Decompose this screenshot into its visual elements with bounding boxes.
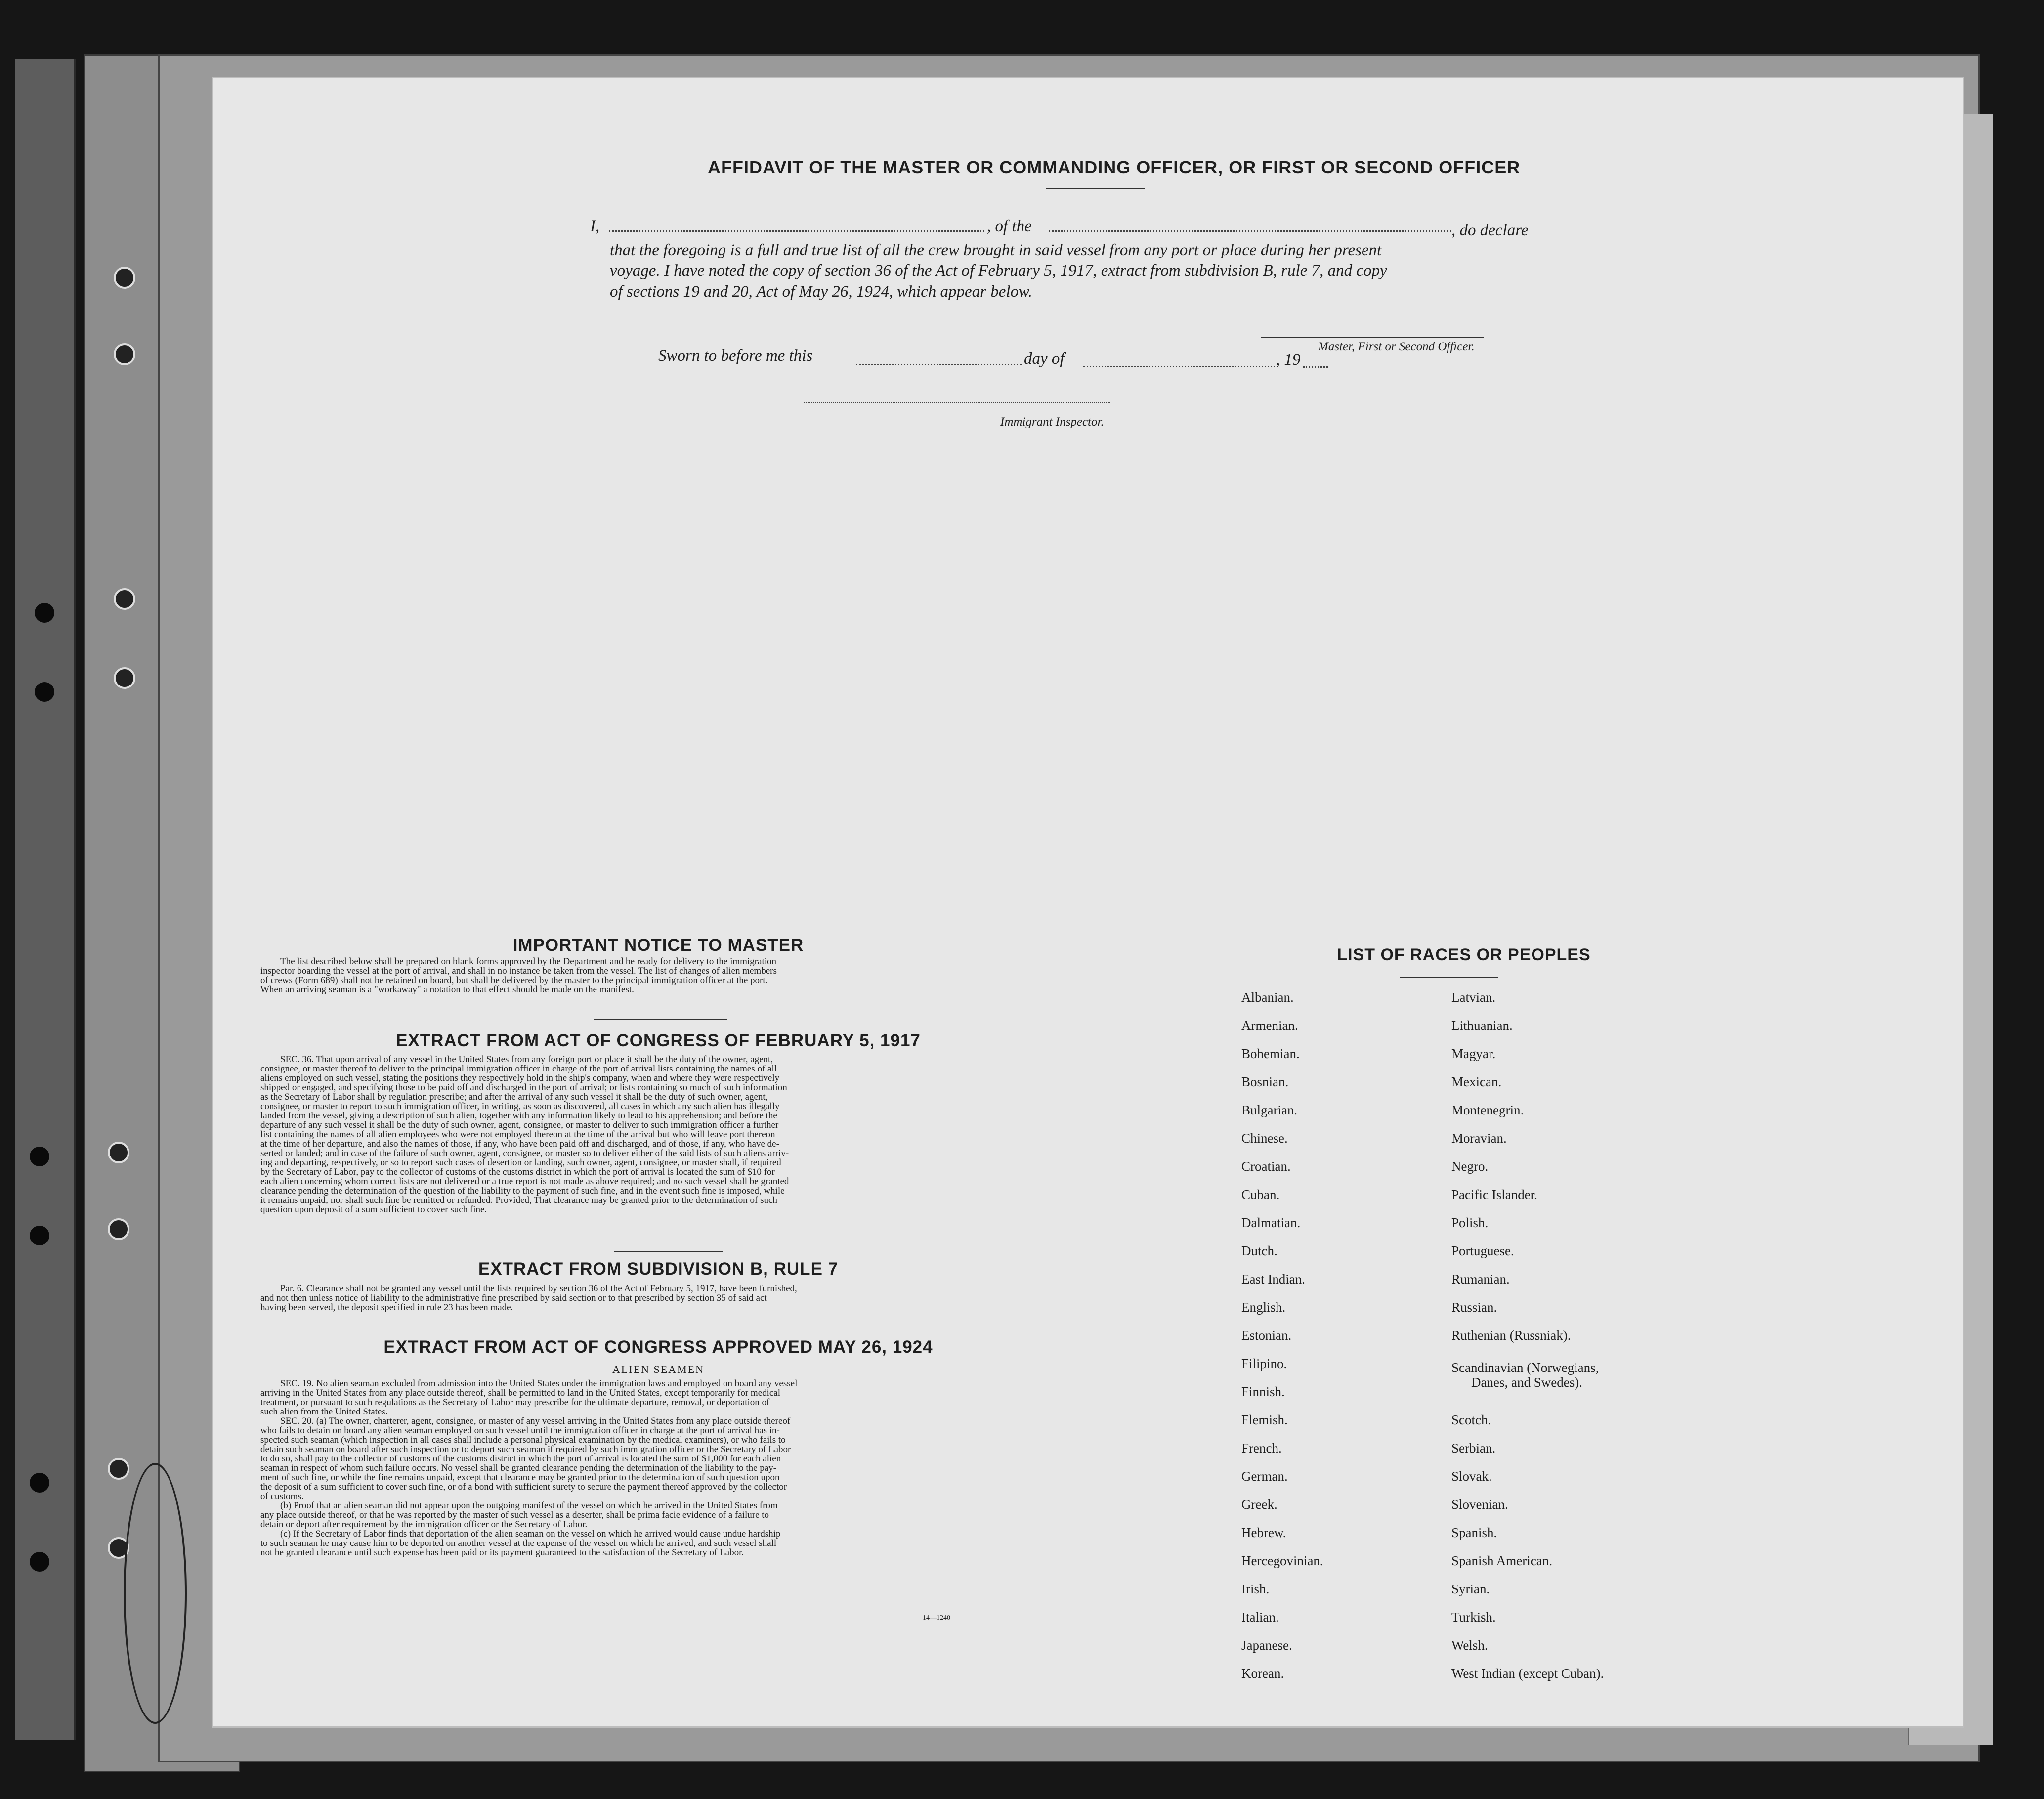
divider [1046,188,1145,189]
race-item: East Indian. [1241,1272,1305,1286]
race-item: Hebrew. [1241,1525,1286,1540]
sworn-prefix: Sworn to before me this [658,347,813,365]
race-item: Chinese. [1241,1131,1288,1146]
law-text-line: serted or landed; and in case of the failure of such owner, agent, consignee, or master so to deliver either of the said lists of such aliens arriv- [260,1148,789,1158]
race-item: Portuguese. [1451,1243,1514,1258]
law-text-line: spected such seaman (which inspection in all cases shall include a personal physical examination by the medical examiners), or who fails to [260,1435,786,1445]
race-item: Irish. [1241,1582,1270,1596]
notice-line: The list described below shall be prepared on blank forms approved by the Department and be ready for delivery to the immigration [280,956,777,967]
punch-hole [114,667,135,689]
form-number: 14—1240 [923,1614,950,1622]
punch-hole [114,343,135,365]
alien-seamen-subtitle: ALIEN SEAMEN [612,1363,704,1375]
law-text-line: each alien concerning whom correct lists are not delivered or a true report is not made as above required; and no such vessel shall be granted [260,1176,789,1187]
law-text-line: question upon deposit of a sum sufficient to cover such fine. [260,1204,487,1215]
law-text-line: arriving in the United States from any place outside thereof, shall be permitted to land in the United States, except temporarily for medical [260,1388,781,1398]
law-text-line: at the time of her departure, and also the names of those, if any, who have been paid off and discharged, and of those, if any, who have de- [260,1139,779,1149]
race-item: Filipino. [1241,1356,1287,1371]
law-text-line: not be granted clearance until such expense has been paid or its payment guaranteed to the satisfaction of the Secretary of Labor. [260,1547,744,1558]
notice-body [260,957,1086,994]
law-text-line: ment of such fine, or while the fine remains unpaid, except that clearance may be granted prior to the determination of such question upon [260,1472,780,1483]
race-item: Korean. [1241,1666,1284,1681]
law-text-line: (c) If the Secretary of Labor finds that deportation of the alien seaman on the vessel on which he arrived would cause undue hardship [280,1529,781,1539]
sworn-day-of: day of [1024,350,1065,368]
punch-hole [30,1473,49,1493]
race-item: Spanish American. [1451,1553,1552,1568]
race-item: Scandinavian (Norwegians, [1451,1360,1599,1375]
law-text-line: SEC. 36. That upon arrival of any vessel in the United States from any foreign port or place it shall be the duty of the owner, agent, [280,1054,773,1065]
race-item: Bohemian. [1241,1046,1300,1061]
affidavit-declare: , do declare [1451,221,1529,239]
punch-hole [114,267,135,289]
law-text-line: detain such seaman on board after such inspection or to deport such seaman if required by such immigration officer or the Secretary of Labor [260,1444,791,1455]
law-text-line: who fails to detain on board any alien seaman employed on such vessel until the immigration officer in charge at the port of arrival has in- [260,1425,780,1436]
race-item: Albanian. [1241,990,1294,1005]
law-text-line: (b) Proof that an alien seaman did not appear upon the outgoing manifest of the vessel on which he arrived in the United States from [280,1500,778,1511]
affidavit-text-1: that the foregoing is a full and true list of all the crew brought in said vessel from any port or place during her present [610,241,1382,259]
affidavit-i: I, [590,217,600,235]
punch-hole [35,603,54,623]
race-item: Serbian. [1451,1441,1496,1456]
punch-hole [30,1226,49,1245]
race-item: Syrian. [1451,1582,1490,1596]
month-blank [1083,366,1278,367]
race-item: Spanish. [1451,1525,1497,1540]
race-item: Greek. [1241,1497,1278,1512]
race-item: Montenegrin. [1451,1103,1524,1117]
extract-1917-title: EXTRACT FROM ACT OF CONGRESS OF FEBRUARY 5, 1917 [396,1031,921,1050]
race-item: West Indian (except Cuban). [1451,1666,1604,1681]
notice-line: of crews (Form 689) shall not be retained on board, but shall be delivered by the master to the principal immigration officer at the port. [260,975,768,985]
law-text-line: detain or deport after requirement by the immigration officer or the Secretary of Labor. [260,1519,588,1530]
race-item: Slovak. [1451,1469,1492,1484]
punch-hole [108,1218,129,1240]
race-item: Negro. [1451,1159,1489,1174]
inspector-signature-line [804,402,1110,403]
binding-string [124,1463,187,1724]
affidavit-text-2: voyage. I have noted the copy of section 36 of the Act of February 5, 1917, extract from subdivision B, rule 7, and copy [610,262,1387,280]
sworn-year: , 19 [1276,351,1301,369]
race-item: Latvian. [1451,990,1496,1005]
law-text-line: to do so, shall pay to the collector of customs of the customs district in which the port of arrival is located the sum of $1,000 for each alien [260,1454,781,1464]
race-item: Estonian. [1241,1328,1292,1343]
law-text-line: as the Secretary of Labor shall by regulation prescribe; and after the arrival of any such vessel it shall be the duty of such owner, agent, [260,1092,768,1102]
race-item: Magyar. [1451,1046,1496,1061]
law-text-line: such alien from the United States. [260,1407,388,1417]
races-right-column [1451,990,1604,1694]
notice-line: When an arriving seaman is a "workaway" a notation to that effect should be made on the manifest. [260,985,634,995]
race-item: French. [1241,1441,1282,1456]
race-item: Scotch. [1451,1413,1491,1427]
law-text-line: shipped or engaged, and specifying those to be paid off and discharged in the port of arrival; or lists containing so much of such information [260,1082,787,1093]
race-item: Danes, and Swedes). [1471,1375,1582,1390]
race-item: Armenian. [1241,1018,1298,1033]
law-text-line: SEC. 19. No alien seaman excluded from admission into the United States under the immigration laws and employed on board any vessel [280,1378,798,1389]
race-item: Russian. [1451,1300,1497,1315]
race-item: Japanese. [1241,1638,1292,1653]
race-item: Bosnian. [1241,1074,1289,1089]
extract-1924-title: EXTRACT FROM ACT OF CONGRESS APPROVED MAY 26, 1924 [383,1337,933,1357]
race-item: Flemish. [1241,1413,1288,1427]
law-text-line: by the Secretary of Labor, pay to the collector of customs of the customs district in which the port of arrival is located the sum of $10 for [260,1167,775,1177]
divider [614,1251,723,1252]
extract-rule7-body [260,1284,1086,1312]
law-text-line: SEC. 20. (a) The owner, charterer, agent, consignee, or master of any vessel arriving in the United States from any place outside thereof [280,1416,791,1426]
master-signature-label: Master, First or Second Officer. [1318,340,1475,353]
law-text-line: and not then unless notice of liability to the administrative fine prescribed by said section or to that prescribed by section 35 of said act [260,1293,767,1303]
law-text-line: having been served, the deposit specified in rule 23 has been made. [260,1302,513,1313]
race-item: Croatian. [1241,1159,1291,1174]
race-item: Mexican. [1451,1074,1502,1089]
punch-hole [108,1458,129,1480]
law-text-line: landed from the vessel, giving a description of such alien, together with any information likely to lead to his apprehension; and before the [260,1111,777,1121]
race-item: Welsh. [1451,1638,1488,1653]
race-item: Cuban. [1241,1187,1280,1202]
law-text-line: the deposit of a sum sufficient to cover such fine, or of a bond with sufficient surety to secure the payment thereof approved by the collector [260,1482,787,1492]
race-item: Bulgarian. [1241,1103,1298,1117]
law-text-line: ing and departing, respectively, or so to report such cases of desertion or landing, such owner, agent, consignee, or master shall, if required [260,1157,781,1168]
race-item: Hercegovinian. [1241,1553,1323,1568]
race-item: English. [1241,1300,1286,1315]
punch-hole [108,1142,129,1163]
race-item: Turkish. [1451,1610,1496,1625]
affidavit-title: AFFIDAVIT OF THE MASTER OR COMMANDING OFFICER, OR FIRST OR SECOND OFFICER [708,157,1521,177]
punch-hole [114,588,135,610]
day-blank [856,364,1022,365]
race-item: Dutch. [1241,1243,1278,1258]
law-text-line: aliens employed on such vessel, stating the positions they respectively hold in the ship's company, when and where they were respectively [260,1073,780,1083]
race-item: Polish. [1451,1215,1489,1230]
race-item: Lithuanian. [1451,1018,1513,1033]
extract-1924-body [260,1379,1086,1557]
punch-hole [30,1552,49,1572]
race-item: Slovenian. [1451,1497,1508,1512]
notice-title: IMPORTANT NOTICE TO MASTER [512,936,804,955]
divider [1400,977,1498,978]
extract-1917-body [260,1055,1086,1214]
race-item: Pacific Islander. [1451,1187,1537,1202]
race-item: Dalmatian. [1241,1215,1301,1230]
race-item: Moravian. [1451,1131,1507,1146]
races-title: LIST OF RACES OR PEOPLES [1337,945,1591,964]
law-text-line: to such seaman he may cause him to be deported on another vessel at the expense of the vessel on which he arrived, and such vessel shall [260,1538,777,1548]
law-text-line: consignee, or master to report to such immigration officer, in writing, as soon as discovered, all cases in which any such alien has illegally [260,1101,780,1112]
name-blank [609,230,984,232]
year-blank [1303,366,1328,368]
extract-rule7-title: EXTRACT FROM SUBDIVISION B, RULE 7 [478,1259,839,1279]
law-text-line: it remains unpaid; nor shall such fine be remitted or refunded: Provided, That clearance may be granted prior to the determination of such [260,1195,777,1205]
law-text-line: Par. 6. Clearance shall not be granted any vessel until the lists required by section 36 of the Act of February 5, 1917, have been furnished, [280,1284,797,1294]
law-text-line: seaman in respect of whom such failure occurs. No vessel shall be granted clearance pending the determination of the liability to the pay- [260,1463,777,1473]
signature-line [1261,337,1484,338]
race-item: Finnish. [1241,1384,1285,1399]
race-item: Italian. [1241,1610,1279,1625]
punch-hole [30,1147,49,1166]
law-text-line: consignee, or master thereof to deliver to the principal immigration officer in charge of the port of arrival lists containing the names of all [260,1064,777,1074]
law-text-line: any place outside thereof, or that he was reported by the master of such vessel as a deserter, shall be prima facie evidence of a failure to [260,1510,769,1520]
notice-line: inspector boarding the vessel at the port of arrival, and shall in no instance be taken from the vessel. The list of changes of alien members [260,966,777,976]
vessel-blank [1049,230,1451,232]
affidavit-of-the: , of the [987,217,1032,235]
punch-hole [35,682,54,702]
affidavit-text-3: of sections 19 and 20, Act of May 26, 1924, which appear below. [610,283,1032,300]
race-item: Rumanian. [1451,1272,1510,1286]
races-left-column [1241,990,1323,1694]
race-item: Ruthenian (Russniak). [1451,1328,1571,1343]
law-text-line: departure of any such vessel it shall be the duty of such owner, agent, consignee, or master to deliver to such immigration officer a further [260,1120,779,1130]
crew-manifest-reverse-page [213,78,1963,1726]
divider [594,1019,727,1020]
law-text-line: treatment, or pursuant to such regulations as the Secretary of Labor may prescribe for the ultimate departure, removal, or deportation of [260,1397,770,1408]
law-text-line: list containing the names of all alien employees who were not employed thereon at the time of the arrival but who will leave port thereon [260,1129,775,1140]
law-text-line: of customs. [260,1491,304,1501]
law-text-line: clearance pending the determination of the question of the liability to the payment of such fine, and in the event such fine is imposed, while [260,1186,785,1196]
inspector-label: Immigrant Inspector. [1000,415,1104,428]
race-item: German. [1241,1469,1288,1484]
